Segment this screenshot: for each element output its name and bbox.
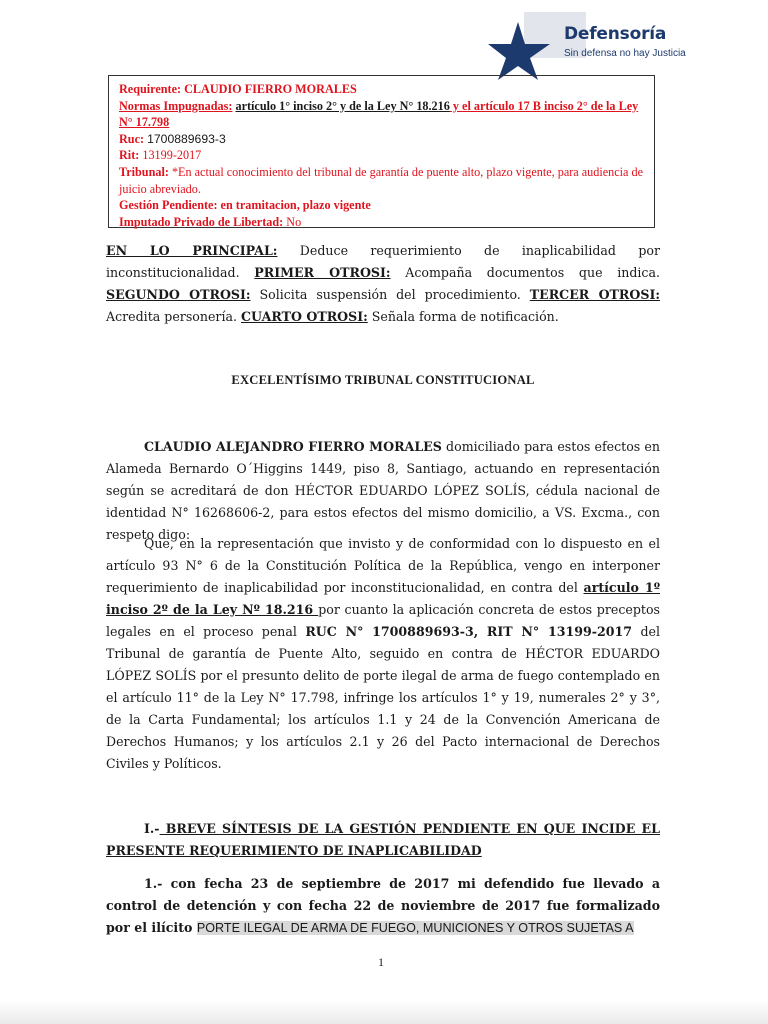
normas-part2: y el artículo 17 B inciso 2° de la Ley N° 17.798: [119, 98, 639, 130]
cuarto-otrosi-label: CUARTO OTROSI:: [241, 309, 368, 324]
body-text-2: por cuanto la aplicación concreta de estos preceptos legales en el proceso penal: [106, 602, 661, 639]
body-text-3: del Tribunal de garantía de Puente Alto, seguido en contra de HÉCTOR EDUARDO LÓPEZ SOLÍS por el presunto delito de porte ilegal de arma de fuego contemplado en el artículo 11° de la Ley N° 17.798, infringe los artículos 1° y 19, numerales 2° y 3°, de la Carta Fundamental; los artículos 1.1 y 24 de la Convención Americana de Derechos Humanos; y los artículos 2.1 y 26 del Pacto internacional de Derechos Civiles y Políticos.: [106, 624, 660, 771]
tribunal-line: [119, 164, 646, 197]
normas-label: Normas Impugnadas:: [119, 98, 233, 113]
section-heading: [106, 818, 660, 862]
lawyer-name: CLAUDIO ALEJANDRO FIERRO MORALES: [144, 439, 442, 454]
primer-otrosi-text: Acompaña documentos que indica.: [390, 265, 660, 280]
page-number: 1: [378, 955, 384, 969]
requirente-label: Requirente:: [119, 82, 182, 96]
tribunal-value: *En actual conocimiento del tribunal de garantía de puente alto, plazo vigente, para audiencia de juicio abreviado.: [119, 164, 644, 196]
tercer-otrosi-label: TERCER OTROSI:: [529, 287, 660, 302]
principal-text: Deduce requerimiento de inaplicabilidad por inconstitucionalidad.: [106, 243, 660, 280]
normas-line: [119, 98, 646, 131]
tribunal-label: Tribunal:: [119, 164, 169, 179]
defensoria-logo: [488, 12, 756, 76]
gestion-line: Gestión Pendiente: en tramitacion, plazo vigente: [119, 198, 371, 213]
rit-line: [119, 147, 646, 164]
rit-value: 13199-2017: [142, 148, 202, 163]
intro-text: domiciliado para estos efectos en Alameda Bernardo O´Higgins 1449, piso 8, Santiago, actuando en representación según se acreditará de don HÉCTOR EDUARDO LÓPEZ SOLÍS, cédula nacional de identidad N° 16268606-2, para estos efectos del mismo domicilio, a VS. Excma., con respeto digo:: [106, 439, 660, 542]
ruc-label: Ruc:: [119, 131, 145, 146]
segundo-otrosi-label: SEGUNDO OTROSI:: [106, 287, 251, 302]
requirente-line: [119, 81, 646, 98]
segundo-otrosi-text: Solicita suspensión del procedimiento.: [250, 287, 530, 302]
article-reference: artículo 1º inciso 2º de la Ley Nº 18.216: [106, 580, 660, 617]
cuarto-otrosi-text: Señala forma de notificación.: [367, 309, 559, 324]
normas-part1: artículo 1° inciso 2° y de la Ley N° 18.216: [235, 98, 450, 113]
rit-label: Rit:: [119, 148, 140, 163]
highlighted-offense: PORTE ILEGAL DE ARMA DE FUEGO, MUNICIONES Y OTROS SUJETAS A: [196, 921, 634, 935]
section-number: I.-: [144, 821, 160, 836]
body-text-1: Que, en la representación que invisto y de conformidad con lo dispuesto en el artículo 93 N° 6 de la Constitución Política de la República, vengo en interponer requerimiento de inaplicabilidad por inconstitucionalidad, en contra del: [106, 536, 660, 595]
summary-paragraph: [106, 240, 660, 328]
principal-label: EN LO PRINCIPAL:: [106, 243, 278, 258]
body-paragraph: [106, 533, 660, 775]
requirente-value: CLAUDIO FIERRO MORALES: [184, 82, 357, 96]
ruc-line: [119, 131, 646, 148]
section-title: BREVE SÍNTESIS DE LA GESTIÓN PENDIENTE EN QUE INCIDE EL PRESENTE REQUERIMIENTO DE INAPLICABILIDAD: [106, 821, 660, 858]
imputado-label: Imputado Privado de Libertad:: [119, 214, 284, 229]
case-info-box: [108, 75, 655, 228]
ruc-value: 1700889693-3: [147, 131, 226, 146]
logo-tagline: Sin defensa no hay Justicia: [564, 48, 686, 59]
primer-otrosi-label: PRIMER OTROSI:: [254, 265, 391, 280]
intro-paragraph: [106, 436, 660, 546]
imputado-value: No: [286, 214, 302, 229]
logo-name: Defensoría: [564, 24, 667, 44]
imputado-line: [119, 214, 646, 231]
tercer-otrosi-text: Acredita personería.: [106, 309, 241, 324]
section-paragraph: [106, 873, 660, 939]
section-text: 1.- con fecha 23 de septiembre de 2017 mi defendido fue llevado a control de detención y con fecha 22 de noviembre de 2017 fue formalizado por el ilícito: [106, 876, 660, 935]
ruc-rit-reference: RUC N° 1700889693-3, RIT N° 13199-2017: [305, 624, 633, 639]
page-edge: [0, 1000, 768, 1024]
document-title: EXCELENTÍSIMO TRIBUNAL CONSTITUCIONAL: [231, 373, 535, 387]
